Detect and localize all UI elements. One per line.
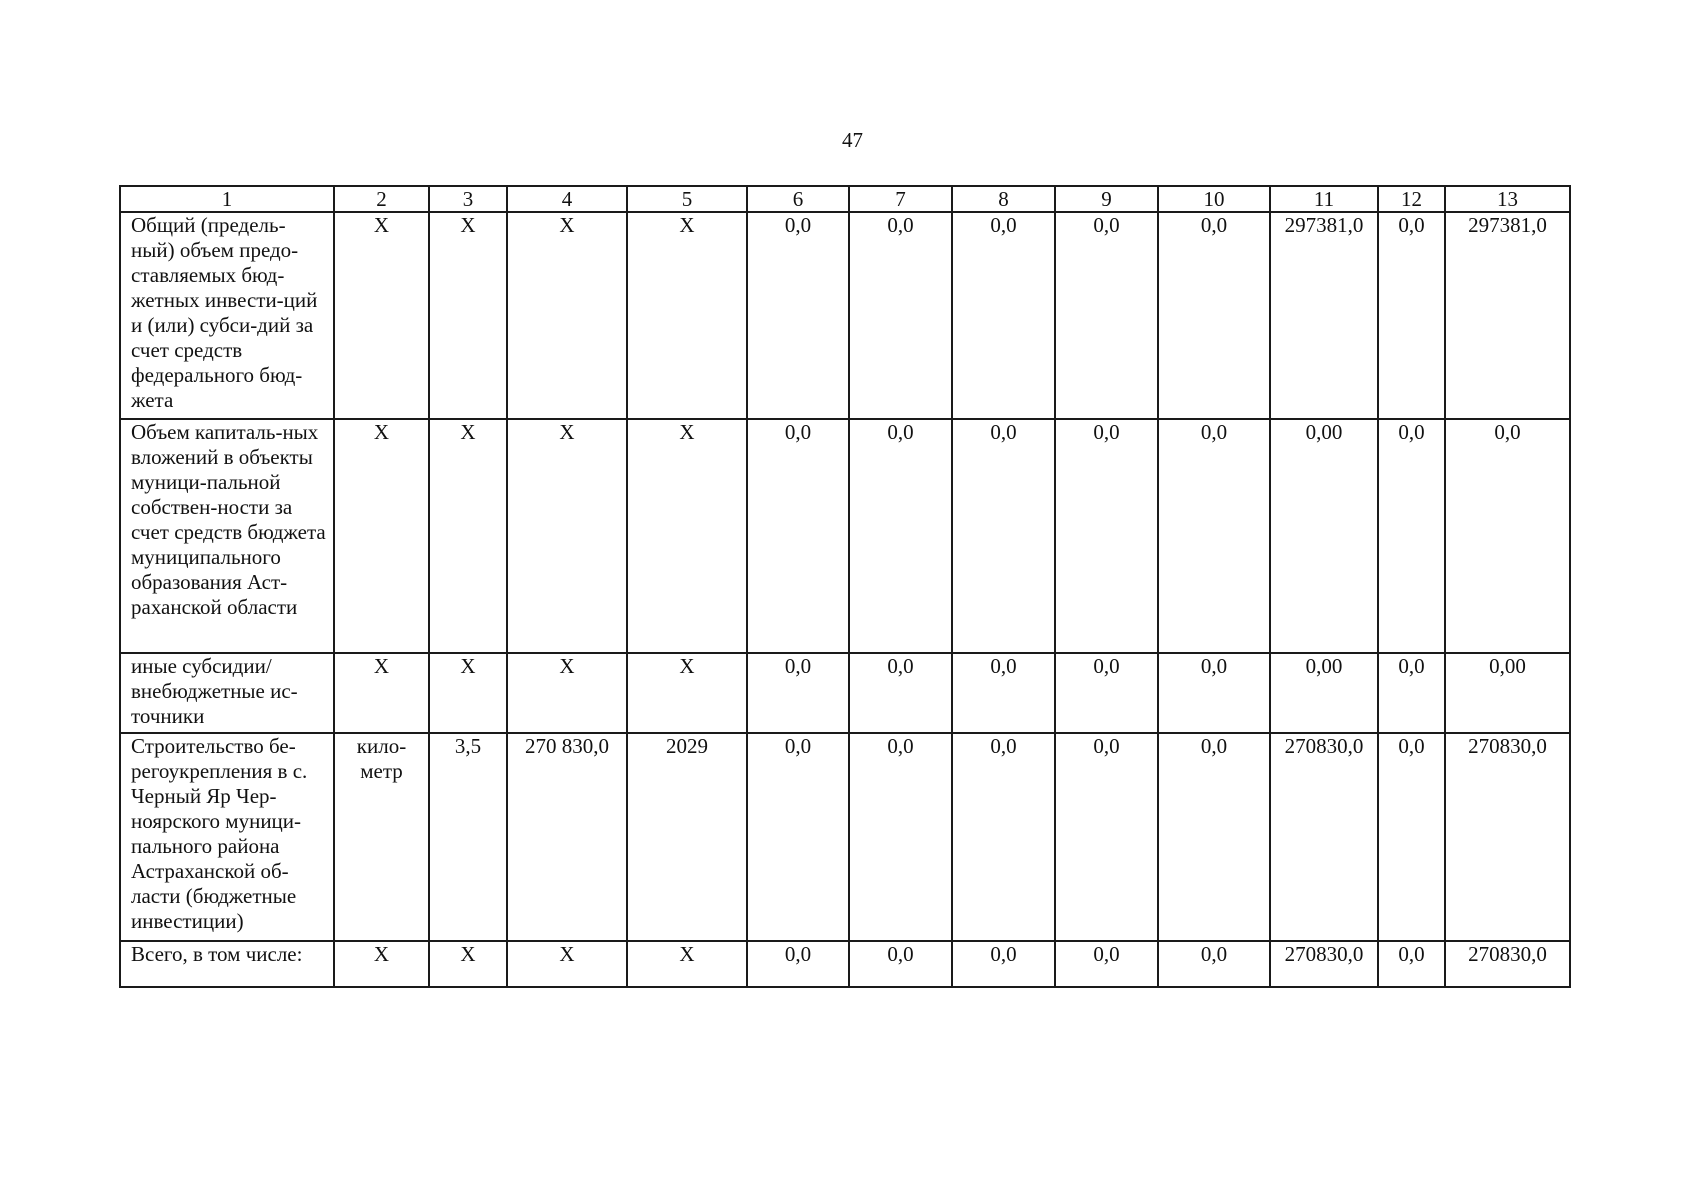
- column-header-11: 11: [1270, 186, 1378, 212]
- table-cell: 0,0: [952, 941, 1055, 987]
- table-cell: X: [507, 653, 627, 733]
- table-cell: X: [627, 419, 747, 653]
- table-cell: 0,0: [1055, 212, 1158, 419]
- column-header-4: 4: [507, 186, 627, 212]
- table-cell: 0,0: [849, 212, 952, 419]
- table-row: [120, 419, 1570, 653]
- data-table: [119, 185, 1571, 988]
- column-header-13: 13: [1445, 186, 1570, 212]
- table-cell: 0,0: [849, 419, 952, 653]
- table-cell: 0,0: [747, 653, 849, 733]
- column-header-5: 5: [627, 186, 747, 212]
- table-cell: X: [429, 212, 507, 419]
- table-cell: X: [507, 941, 627, 987]
- table-cell: 270830,0: [1270, 733, 1378, 941]
- table-cell: 0,0: [849, 941, 952, 987]
- table-cell: X: [334, 653, 429, 733]
- table-row: [120, 212, 1570, 419]
- table-cell: 0,0: [1055, 941, 1158, 987]
- table-cell: 270830,0: [1445, 941, 1570, 987]
- table-cell: 0,00: [1270, 653, 1378, 733]
- row-name-cell: Общий (предель-ный) объем предо-ставляемых бюд-жетных инвести-ций и (или) субси-дий за счет средств федерального бюд-жета: [120, 212, 334, 419]
- column-header-10: 10: [1158, 186, 1270, 212]
- table-cell: X: [429, 419, 507, 653]
- table-cell: X: [334, 419, 429, 653]
- table-cell: 0,0: [1158, 212, 1270, 419]
- table-cell: 0,0: [952, 419, 1055, 653]
- table-cell: 0,0: [1055, 419, 1158, 653]
- column-header-1: 1: [120, 186, 334, 212]
- table-cell: 0,0: [747, 941, 849, 987]
- column-header-8: 8: [952, 186, 1055, 212]
- table-cell: X: [507, 419, 627, 653]
- table-cell: 0,0: [849, 653, 952, 733]
- column-header-9: 9: [1055, 186, 1158, 212]
- table-cell: 270 830,0: [507, 733, 627, 941]
- table-cell: 0,0: [1158, 419, 1270, 653]
- table-cell: 2029: [627, 733, 747, 941]
- column-header-3: 3: [429, 186, 507, 212]
- table-row: [120, 653, 1570, 733]
- table-cell: X: [627, 212, 747, 419]
- table-cell: 270830,0: [1445, 733, 1570, 941]
- table-cell: 0,0: [1378, 419, 1445, 653]
- table-cell: X: [627, 941, 747, 987]
- page-number: 47: [842, 128, 863, 152]
- table-cell: 0,0: [1378, 212, 1445, 419]
- table-cell: 0,0: [747, 733, 849, 941]
- table-cell: 0,0: [1158, 653, 1270, 733]
- table-cell: 0,0: [1378, 653, 1445, 733]
- row-name-cell: иные субсидии/ внебюджетные ис-точники: [120, 653, 334, 733]
- table-cell: 0,0: [1158, 733, 1270, 941]
- table-cell: 0,00: [1270, 419, 1378, 653]
- table-row-total: [120, 941, 1570, 987]
- table-cell: 0,0: [1158, 941, 1270, 987]
- column-header-6: 6: [747, 186, 849, 212]
- row-name-cell: Объем капиталь-ных вложений в объекты муници-пальной собствен-ности за счет средств бюджета муниципального образования Аст-раханской области: [120, 419, 334, 653]
- column-header-2: 2: [334, 186, 429, 212]
- table-cell: 0,0: [1378, 941, 1445, 987]
- table-cell: X: [507, 212, 627, 419]
- table-cell: 0,00: [1445, 653, 1570, 733]
- row-name-cell: Строительство бе-регоукрепления в с. Черный Яр Чер-ноярского муници-пального района Астраханской об-ласти (бюджетные инвестиции): [120, 733, 334, 941]
- table-cell: 297381,0: [1270, 212, 1378, 419]
- table-cell: 0,0: [952, 653, 1055, 733]
- row-name-cell: Всего, в том числе:: [120, 941, 334, 987]
- column-header-7: 7: [849, 186, 952, 212]
- table-cell: 297381,0: [1445, 212, 1570, 419]
- table-cell: X: [334, 212, 429, 419]
- table-cell: 3,5: [429, 733, 507, 941]
- column-header-12: 12: [1378, 186, 1445, 212]
- table-header-row: [120, 186, 1570, 212]
- table-cell: 0,0: [1055, 653, 1158, 733]
- table-cell: кило-метр: [334, 733, 429, 941]
- table-cell: X: [334, 941, 429, 987]
- table-cell: 0,0: [747, 212, 849, 419]
- table-cell: 0,0: [747, 419, 849, 653]
- table-cell: 0,0: [952, 733, 1055, 941]
- table-cell: X: [627, 653, 747, 733]
- table-cell: 0,0: [952, 212, 1055, 419]
- table-cell: 0,0: [1445, 419, 1570, 653]
- table-cell: X: [429, 653, 507, 733]
- table-cell: 270830,0: [1270, 941, 1378, 987]
- table-cell: X: [429, 941, 507, 987]
- table-row: [120, 733, 1570, 941]
- table-cell: 0,0: [1055, 733, 1158, 941]
- table-cell: 0,0: [1378, 733, 1445, 941]
- table-cell: 0,0: [849, 733, 952, 941]
